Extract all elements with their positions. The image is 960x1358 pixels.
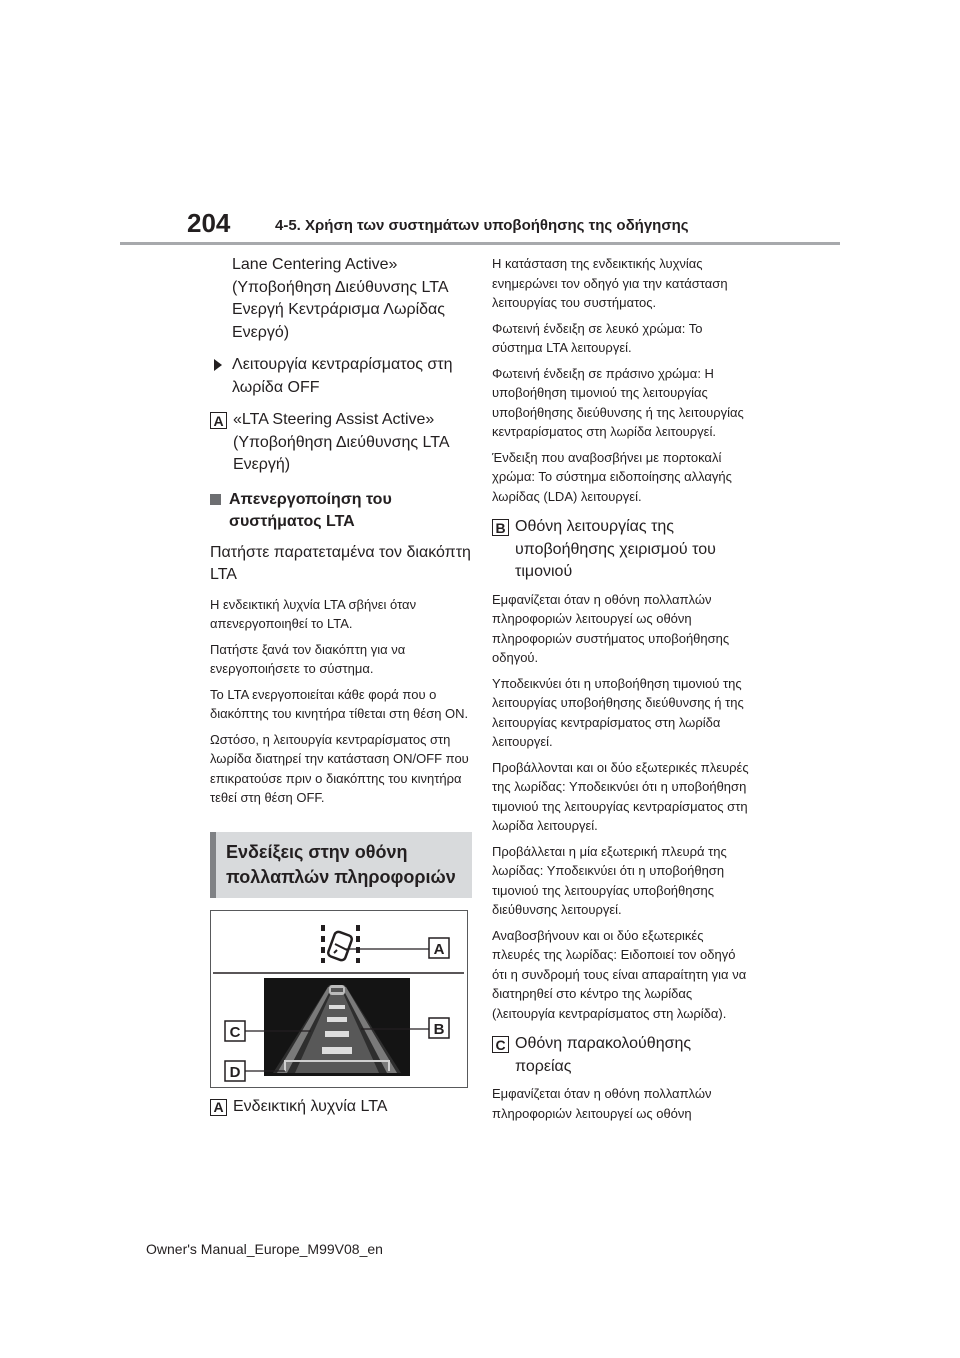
steering-assist-heading [492, 516, 750, 584]
display-indications-heading-text: Ενδείξεις στην οθόνη πολλαπλών πληροφοριών [226, 841, 456, 887]
orange-flash-text: Ένδειξη που αναβοσβήνει με πορτοκαλί χρώμα: Το σύστημα ειδοποίησης αλλαγής λωρίδας (LDA) λειτουργεί. [492, 449, 732, 504]
note-3: Το LTA ενεργοποιείται κάθε φορά που ο διακόπτης του κινητήρα τίθεται στη θέση ON. [210, 686, 469, 721]
steering-assist-p4: Προβάλλεται η μία εξωτερική πλευρά της λωρίδας: Υποδεικνύει ότι η υποβοήθηση τιμονιού της λειτουργίας υποβοήθησης διεύθυνσης λειτουργεί. [492, 843, 727, 917]
label-c-badge: C [492, 1036, 509, 1053]
course-monitoring-heading [492, 1033, 750, 1078]
bullet-lane-centering-off [210, 354, 472, 399]
label-b-badge: B [492, 519, 509, 536]
figure-label-d: D [229, 1063, 241, 1081]
continued-text: Lane Centering Active» (Υποβοήθηση Διεύθυνσης LTA Ενεργή Κεντράρισμα Λωρίδας Ενεργό) [232, 256, 448, 341]
section-heading [210, 489, 472, 534]
right-column [492, 254, 750, 1123]
instruction-text: Πατήστε παρατεταμένα τον διακόπτη LTA [210, 543, 471, 583]
course-monitoring-heading-text: Οθόνη παρακολούθησης πορείας [515, 1035, 692, 1075]
steering-assist-p5: Αναβοσβήνουν και οι δύο εξωτερικές πλευρές της λωρίδας: Ειδοποιεί τον οδηγό ότι η συνδρομή τους είναι απαραίτητη για να διατηρηθεί στο κέντρο της λωρίδας (λειτουργία κεντραρίσματος στη λωρίδα). [492, 927, 747, 1021]
chapter-title: 4-5. Χρήση των συστημάτων υποβοήθησης της οδήγησης [275, 217, 689, 234]
multi-information-display-figure [210, 910, 468, 1088]
steering-assist-p2: Υποδεικνύει ότι η υποβοήθηση τιμονιού της λειτουργίας υποβοήθησης διεύθυνσης ή της λειτουργίας κεντραρίσματος στη λωρίδα λειτουργεί. [492, 675, 744, 749]
steering-assist-p1: Εμφανίζεται όταν η οθόνη πολλαπλών πληροφοριών λειτουργεί ως οθόνη πληροφοριών συστήματος υποβοήθησης οδηγού. [492, 591, 730, 665]
lta-active-item [210, 409, 472, 477]
steering-assist-heading-text: Οθόνη λειτουργίας της υποβοήθησης χειρισμού του τιμονιού [515, 518, 716, 580]
section-heading-text: Απενεργοποίηση του συστήματος LTA [229, 490, 392, 530]
display-illustration [211, 911, 466, 1086]
figure-label-c: C [229, 1023, 241, 1041]
footer-text: Owner's Manual_Europe_M99V08_en [146, 1241, 383, 1257]
caption-label-a-badge: A [210, 1099, 227, 1116]
figure-caption [210, 1096, 472, 1119]
caption-text: Ενδεικτική λυχνία LTA [233, 1097, 388, 1115]
header-rule [120, 242, 840, 245]
label-a-badge: A [210, 412, 227, 429]
steering-assist-p3: Προβάλλονται και οι δύο εξωτερικές πλευρές της λωρίδας: Υποδεικνύει ότι η υποβοήθηση τιμονιού της λειτουργίας κεντραρίσματος στη λωρίδα λειτουργεί. [492, 759, 749, 833]
triangle-bullet-icon [214, 359, 222, 371]
indicator-status-text: Η κατάσταση της ενδεικτικής λυχνίας ενημερώνει τον οδηγό για την κατάσταση λειτουργίας του συστήματος. [492, 256, 728, 310]
course-monitoring-p1: Εμφανίζεται όταν η οθόνη πολλαπλών πληροφοριών λειτουργεί ως οθόνη [492, 1086, 712, 1121]
figure-label-b: B [433, 1020, 445, 1038]
square-bullet-icon [210, 494, 221, 505]
left-column [210, 254, 472, 1118]
green-light-text: Φωτεινή ένδειξη σε πράσινο χρώμα: Η υποβοήθηση τιμονιού της λειτουργίας υποβοήθησης διεύθυνσης ή της λειτουργίας κεντραρίσματος στη λωρίδα λειτουργεί. [492, 365, 744, 439]
bullet-text: Λειτουργία κεντραρίσματος στη λωρίδα OFF [232, 356, 453, 396]
display-indications-heading [210, 832, 472, 898]
note-1: Η ενδεικτική λυχνία LTA σβήνει όταν απενεργοποιηθεί το LTA. [210, 596, 417, 631]
page-number: 204 [187, 208, 231, 238]
note-4: Ωστόσο, η λειτουργία κεντραρίσματος στη λωρίδα διατηρεί την κατάσταση ON/OFF που επικρατούσε πριν ο διακόπτης του κινητήρα τεθεί στη θέση OFF. [210, 731, 469, 805]
white-light-text: Φωτεινή ένδειξη σε λευκό χρώμα: Το σύστημα LTA λειτουργεί. [492, 320, 703, 355]
lta-active-text: «LTA Steering Assist Active» (Υποβοήθηση Διεύθυνσης LTA Ενεργή) [233, 411, 449, 473]
note-2: Πατήστε ξανά τον διακόπτη για να ενεργοποιήσετε το σύστημα. [210, 641, 406, 676]
lta-indicator-icon [323, 925, 358, 963]
figure-label-a: A [433, 940, 445, 958]
